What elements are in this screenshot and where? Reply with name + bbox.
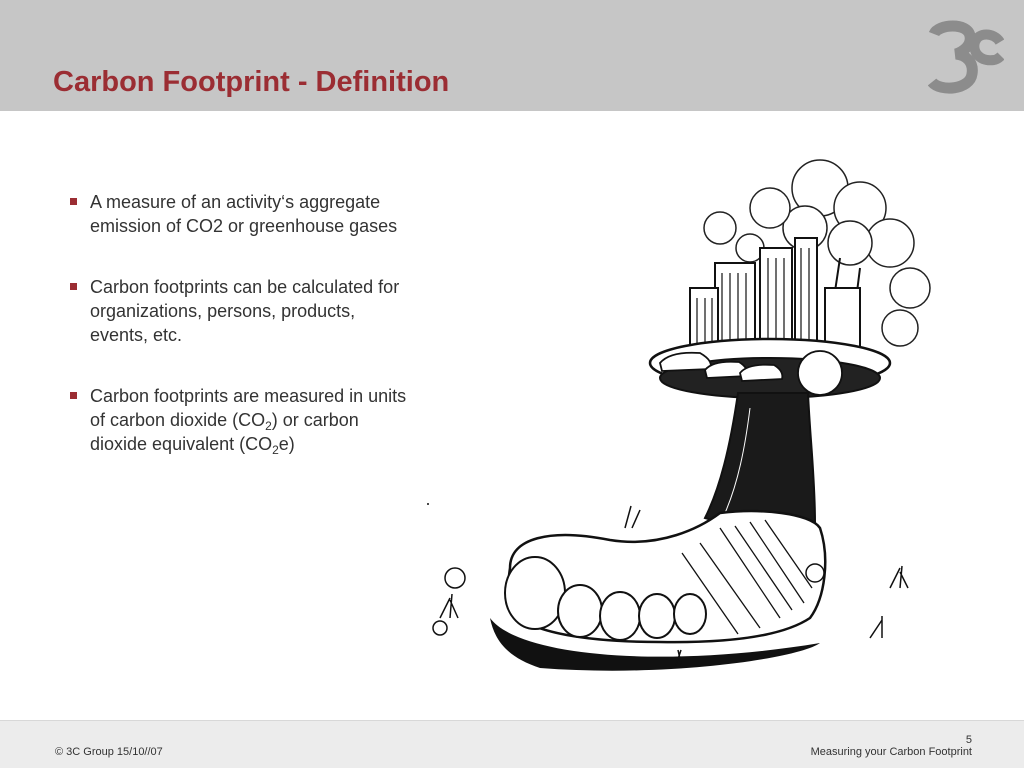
bullet-text: Carbon footprints can be calculated for organizations, persons, products, events, etc. — [90, 277, 400, 345]
page-number: 5 — [965, 734, 972, 746]
bullet-item-units — [68, 384, 418, 456]
slide-title: Carbon Footprint - Definition — [53, 66, 450, 98]
3c-logo-icon — [928, 20, 1004, 94]
subscript-2: 2 — [265, 419, 272, 433]
polluted-city-footprint-illustration-icon — [420, 148, 950, 708]
bullet-item-measure — [68, 190, 418, 238]
footer-copyright: © 3C Group 15/10//07 — [55, 746, 163, 758]
bullet-text-suffix: e) — [278, 434, 295, 454]
bullet-square-icon — [70, 392, 77, 399]
subscript-2: 2 — [272, 443, 279, 457]
slide-header — [0, 0, 1024, 111]
bullet-item-calculated — [68, 275, 418, 347]
bullet-square-icon — [70, 283, 77, 290]
footer-presentation-title: Measuring your Carbon Footprint — [810, 746, 972, 758]
bullet-text-prefix: Carbon footprints are measured in units of carbon dioxide (CO — [90, 386, 407, 430]
bullet-square-icon — [70, 198, 77, 205]
footer-bar — [0, 720, 1024, 768]
bullet-text-middle: ) or carbon dioxide equivalent (CO — [90, 410, 359, 454]
definition-bullet-list — [68, 190, 418, 493]
bullet-text: A measure of an activity‘s aggregate emission of CO2 or greenhouse gases — [90, 192, 398, 236]
